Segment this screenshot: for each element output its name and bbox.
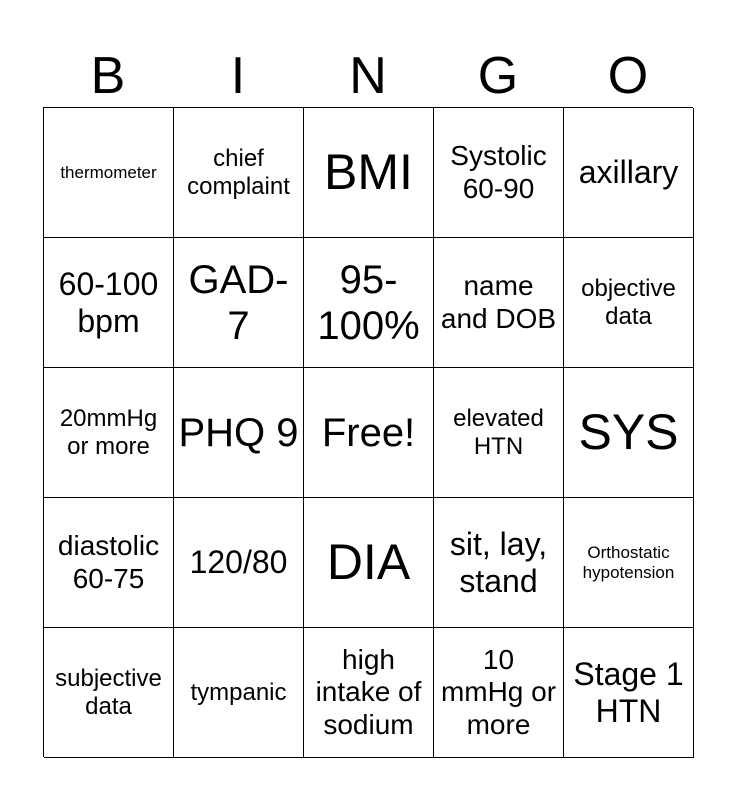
bingo-cell[interactable]: thermometer — [44, 108, 174, 238]
bingo-cell[interactable]: elevated HTN — [434, 368, 564, 498]
bingo-cell[interactable]: PHQ 9 — [174, 368, 304, 498]
bingo-cell[interactable]: sit, lay, stand — [434, 498, 564, 628]
bingo-cell[interactable]: chief complaint — [174, 108, 304, 238]
bingo-cell[interactable]: BMI — [304, 108, 434, 238]
bingo-cell[interactable]: name and DOB — [434, 238, 564, 368]
bingo-cell-free[interactable]: Free! — [304, 368, 434, 498]
bingo-cell[interactable]: GAD-7 — [174, 238, 304, 368]
bingo-header — [43, 44, 693, 108]
header-letter-o: O — [607, 47, 649, 105]
header-letter-n: N — [349, 47, 387, 105]
bingo-cell[interactable]: tympanic — [174, 628, 304, 758]
header-letter-g: G — [477, 47, 519, 105]
bingo-board — [43, 107, 693, 757]
bingo-cell[interactable]: diastolic 60-75 — [44, 498, 174, 628]
bingo-cell[interactable]: 60-100 bpm — [44, 238, 174, 368]
header-letter-b: B — [90, 47, 126, 105]
bingo-cell[interactable]: objective data — [564, 238, 694, 368]
bingo-cell[interactable]: 120/80 — [174, 498, 304, 628]
bingo-cell[interactable]: Systolic 60-90 — [434, 108, 564, 238]
bingo-cell[interactable]: SYS — [564, 368, 694, 498]
bingo-cell[interactable]: Stage 1 HTN — [564, 628, 694, 758]
bingo-cell[interactable]: axillary — [564, 108, 694, 238]
bingo-cell[interactable]: Orthostatic hypotension — [564, 498, 694, 628]
bingo-cell[interactable]: 20mmHg or more — [44, 368, 174, 498]
bingo-cell[interactable]: 95-100% — [304, 238, 434, 368]
bingo-cell[interactable]: high intake of sodium — [304, 628, 434, 758]
bingo-cell[interactable]: subjective data — [44, 628, 174, 758]
header-letter-i: I — [230, 47, 246, 105]
bingo-cell[interactable]: 10 mmHg or more — [434, 628, 564, 758]
bingo-cell[interactable]: DIA — [304, 498, 434, 628]
